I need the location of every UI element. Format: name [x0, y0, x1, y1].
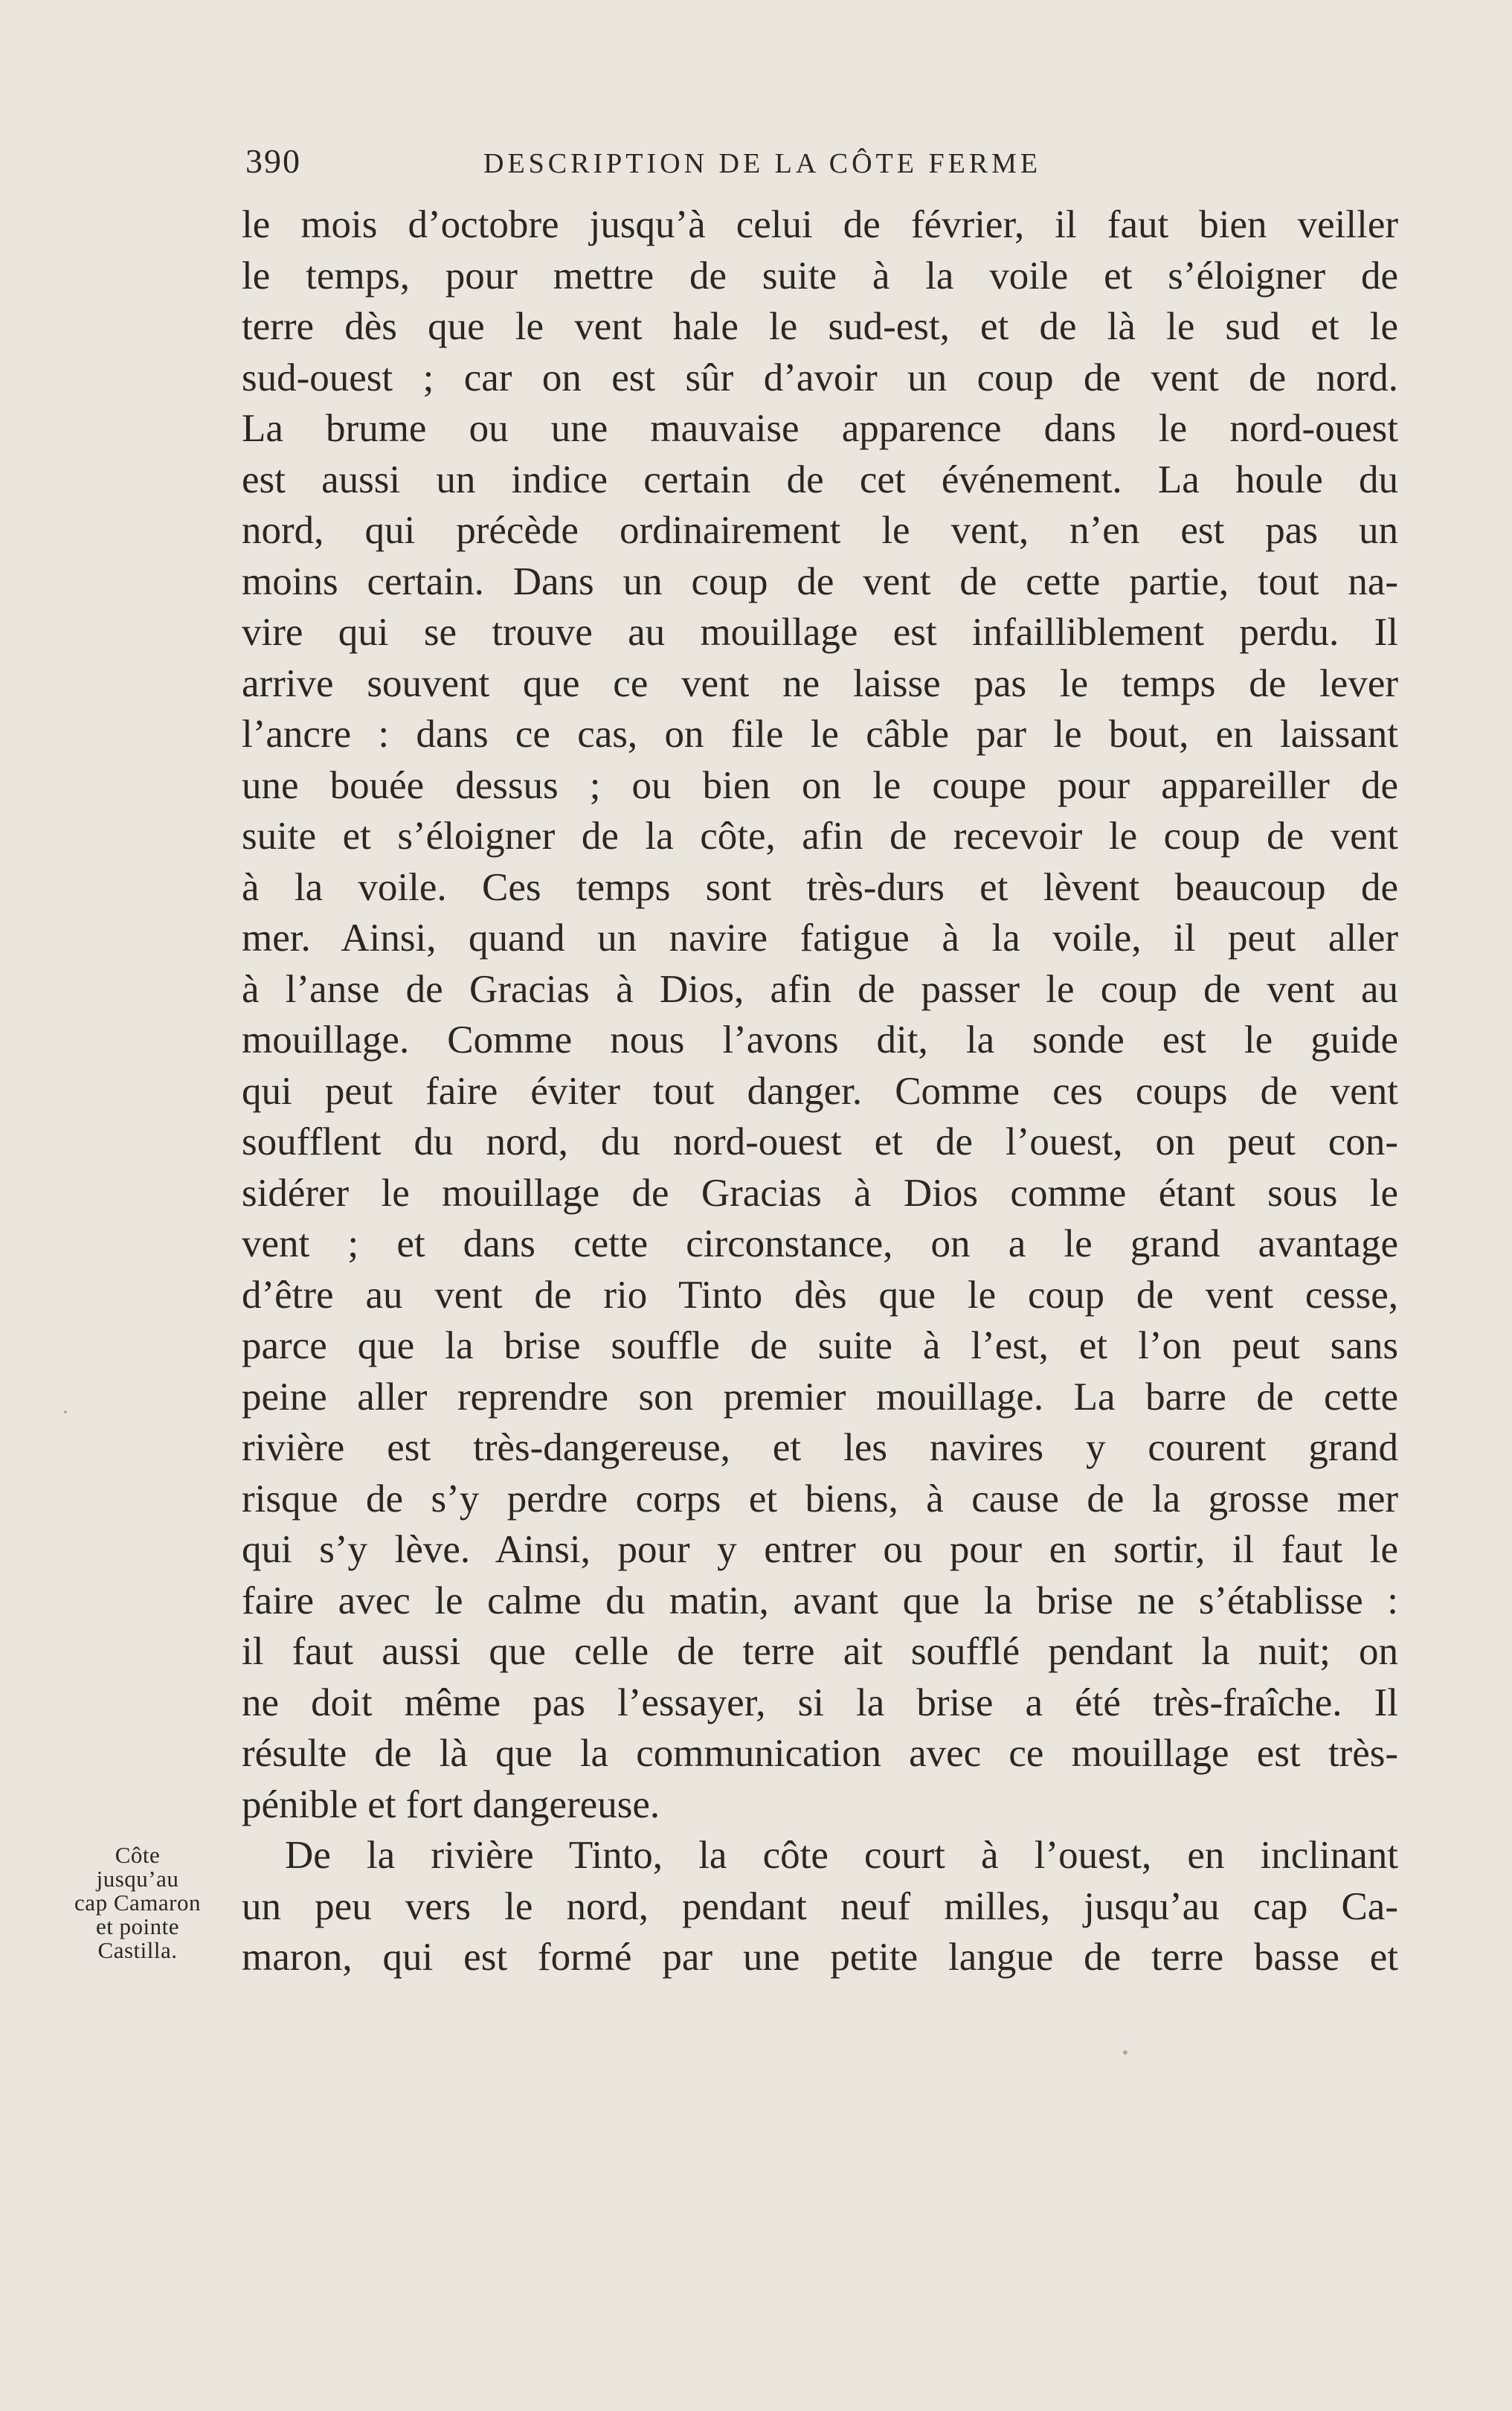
text-line: maron, qui est formé par une petite langue de terre basse et — [242, 1936, 1398, 1979]
margin-note — [52, 1843, 223, 1962]
text-line: un peu vers le nord, pendant neuf milles, jusqu’au cap Ca- — [242, 1884, 1398, 1928]
text-line: qui s’y lève. Ainsi, pour y entrer ou pour en sortir, il faut le — [242, 1528, 1398, 1571]
paper-speck — [64, 1410, 67, 1413]
text-line: l’ancre : dans ce cas, on file le câble par le bout, en laissant — [242, 713, 1398, 756]
text-line: arrive souvent que ce vent ne laisse pas le temps de lever — [242, 661, 1398, 705]
text-line: à l’anse de Gracias à Dios, afin de passer le coup de vent au — [242, 967, 1398, 1011]
text-line: d’être au vent de rio Tinto dès que le coup de vent cesse, — [242, 1273, 1398, 1317]
text-line: sidérer le mouillage de Gracias à Dios comme étant sous le — [242, 1171, 1398, 1215]
text-line: moins certain. Dans un coup de vent de cette partie, tout na- — [242, 559, 1398, 603]
text-line: à la voile. Ces temps sont très-durs et lèvent beaucoup de — [242, 865, 1398, 909]
text-line: parce que la brise souffle de suite à l’est, et l’on peut sans — [242, 1324, 1398, 1367]
text-line: une bouée dessus ; ou bien on le coupe pour appareiller de — [242, 763, 1398, 807]
margin-note-line: Castilla. — [97, 1937, 178, 1963]
margin-note-line: jusqu’au — [96, 1866, 179, 1892]
text-line: résulte de là que la communication avec ce mouillage est très- — [242, 1732, 1398, 1775]
text-line: De la rivière Tinto, la côte court à l’ouest, en inclinant — [285, 1834, 1398, 1877]
text-line: faire avec le calme du matin, avant que la brise ne s’établisse : — [242, 1579, 1398, 1622]
margin-note-line: Côte — [115, 1842, 161, 1868]
text-line: rivière est très-dangereuse, et les navires y courent grand — [242, 1426, 1398, 1469]
paper-speck — [1123, 2050, 1127, 2055]
text-line: mouillage. Comme nous l’avons dit, la sonde est le guide — [242, 1018, 1398, 1062]
text-line: ne doit même pas l’essayer, si la brise a été très-fraîche. Il — [242, 1680, 1398, 1724]
text-line: peine aller reprendre son premier mouillage. La barre de cette — [242, 1375, 1398, 1419]
text-line: le mois d’octobre jusqu’à celui de février, il faut bien veiller — [242, 203, 1398, 246]
text-line: suite et s’éloigner de la côte, afin de recevoir le coup de vent — [242, 815, 1398, 858]
text-line: le temps, pour mettre de suite à la voile et s’éloigner de — [242, 254, 1398, 298]
text-line: pénible et fort dangereuse. — [242, 1782, 660, 1826]
text-line: terre dès que le vent hale le sud-est, et de là le sud et le — [242, 305, 1398, 348]
running-head: DESCRIPTION DE LA CÔTE FERME — [483, 148, 1042, 179]
text-line: sud-ouest ; car on est sûr d’avoir un coup de vent de nord. — [242, 356, 1398, 399]
margin-note-line: et pointe — [95, 1913, 180, 1939]
text-line: La brume ou une mauvaise apparence dans le nord-ouest — [242, 407, 1398, 450]
margin-note-line: cap Camaron — [74, 1890, 201, 1916]
text-line: mer. Ainsi, quand un navire fatigue à la voile, il peut aller — [242, 916, 1398, 960]
text-line: il faut aussi que celle de terre ait soufflé pendant la nuit; on — [242, 1630, 1398, 1673]
body-text — [242, 199, 1398, 1983]
text-line: est aussi un indice certain de cet événement. La houle du — [242, 458, 1398, 501]
text-line: qui peut faire éviter tout danger. Comme ces coups de vent — [242, 1069, 1398, 1113]
page-number: 390 — [245, 142, 301, 180]
text-line: risque de s’y perdre corps et biens, à cause de la grosse mer — [242, 1477, 1398, 1521]
page-header — [245, 141, 1391, 193]
text-line: nord, qui précède ordinairement le vent, n’en est pas un — [242, 509, 1398, 552]
text-line: vent ; et dans cette circonstance, on a le grand avantage — [242, 1222, 1398, 1265]
text-line: vire qui se trouve au mouillage est infailliblement perdu. Il — [242, 611, 1398, 654]
text-line: soufflent du nord, du nord-ouest et de l’ouest, on peut con- — [242, 1120, 1398, 1163]
